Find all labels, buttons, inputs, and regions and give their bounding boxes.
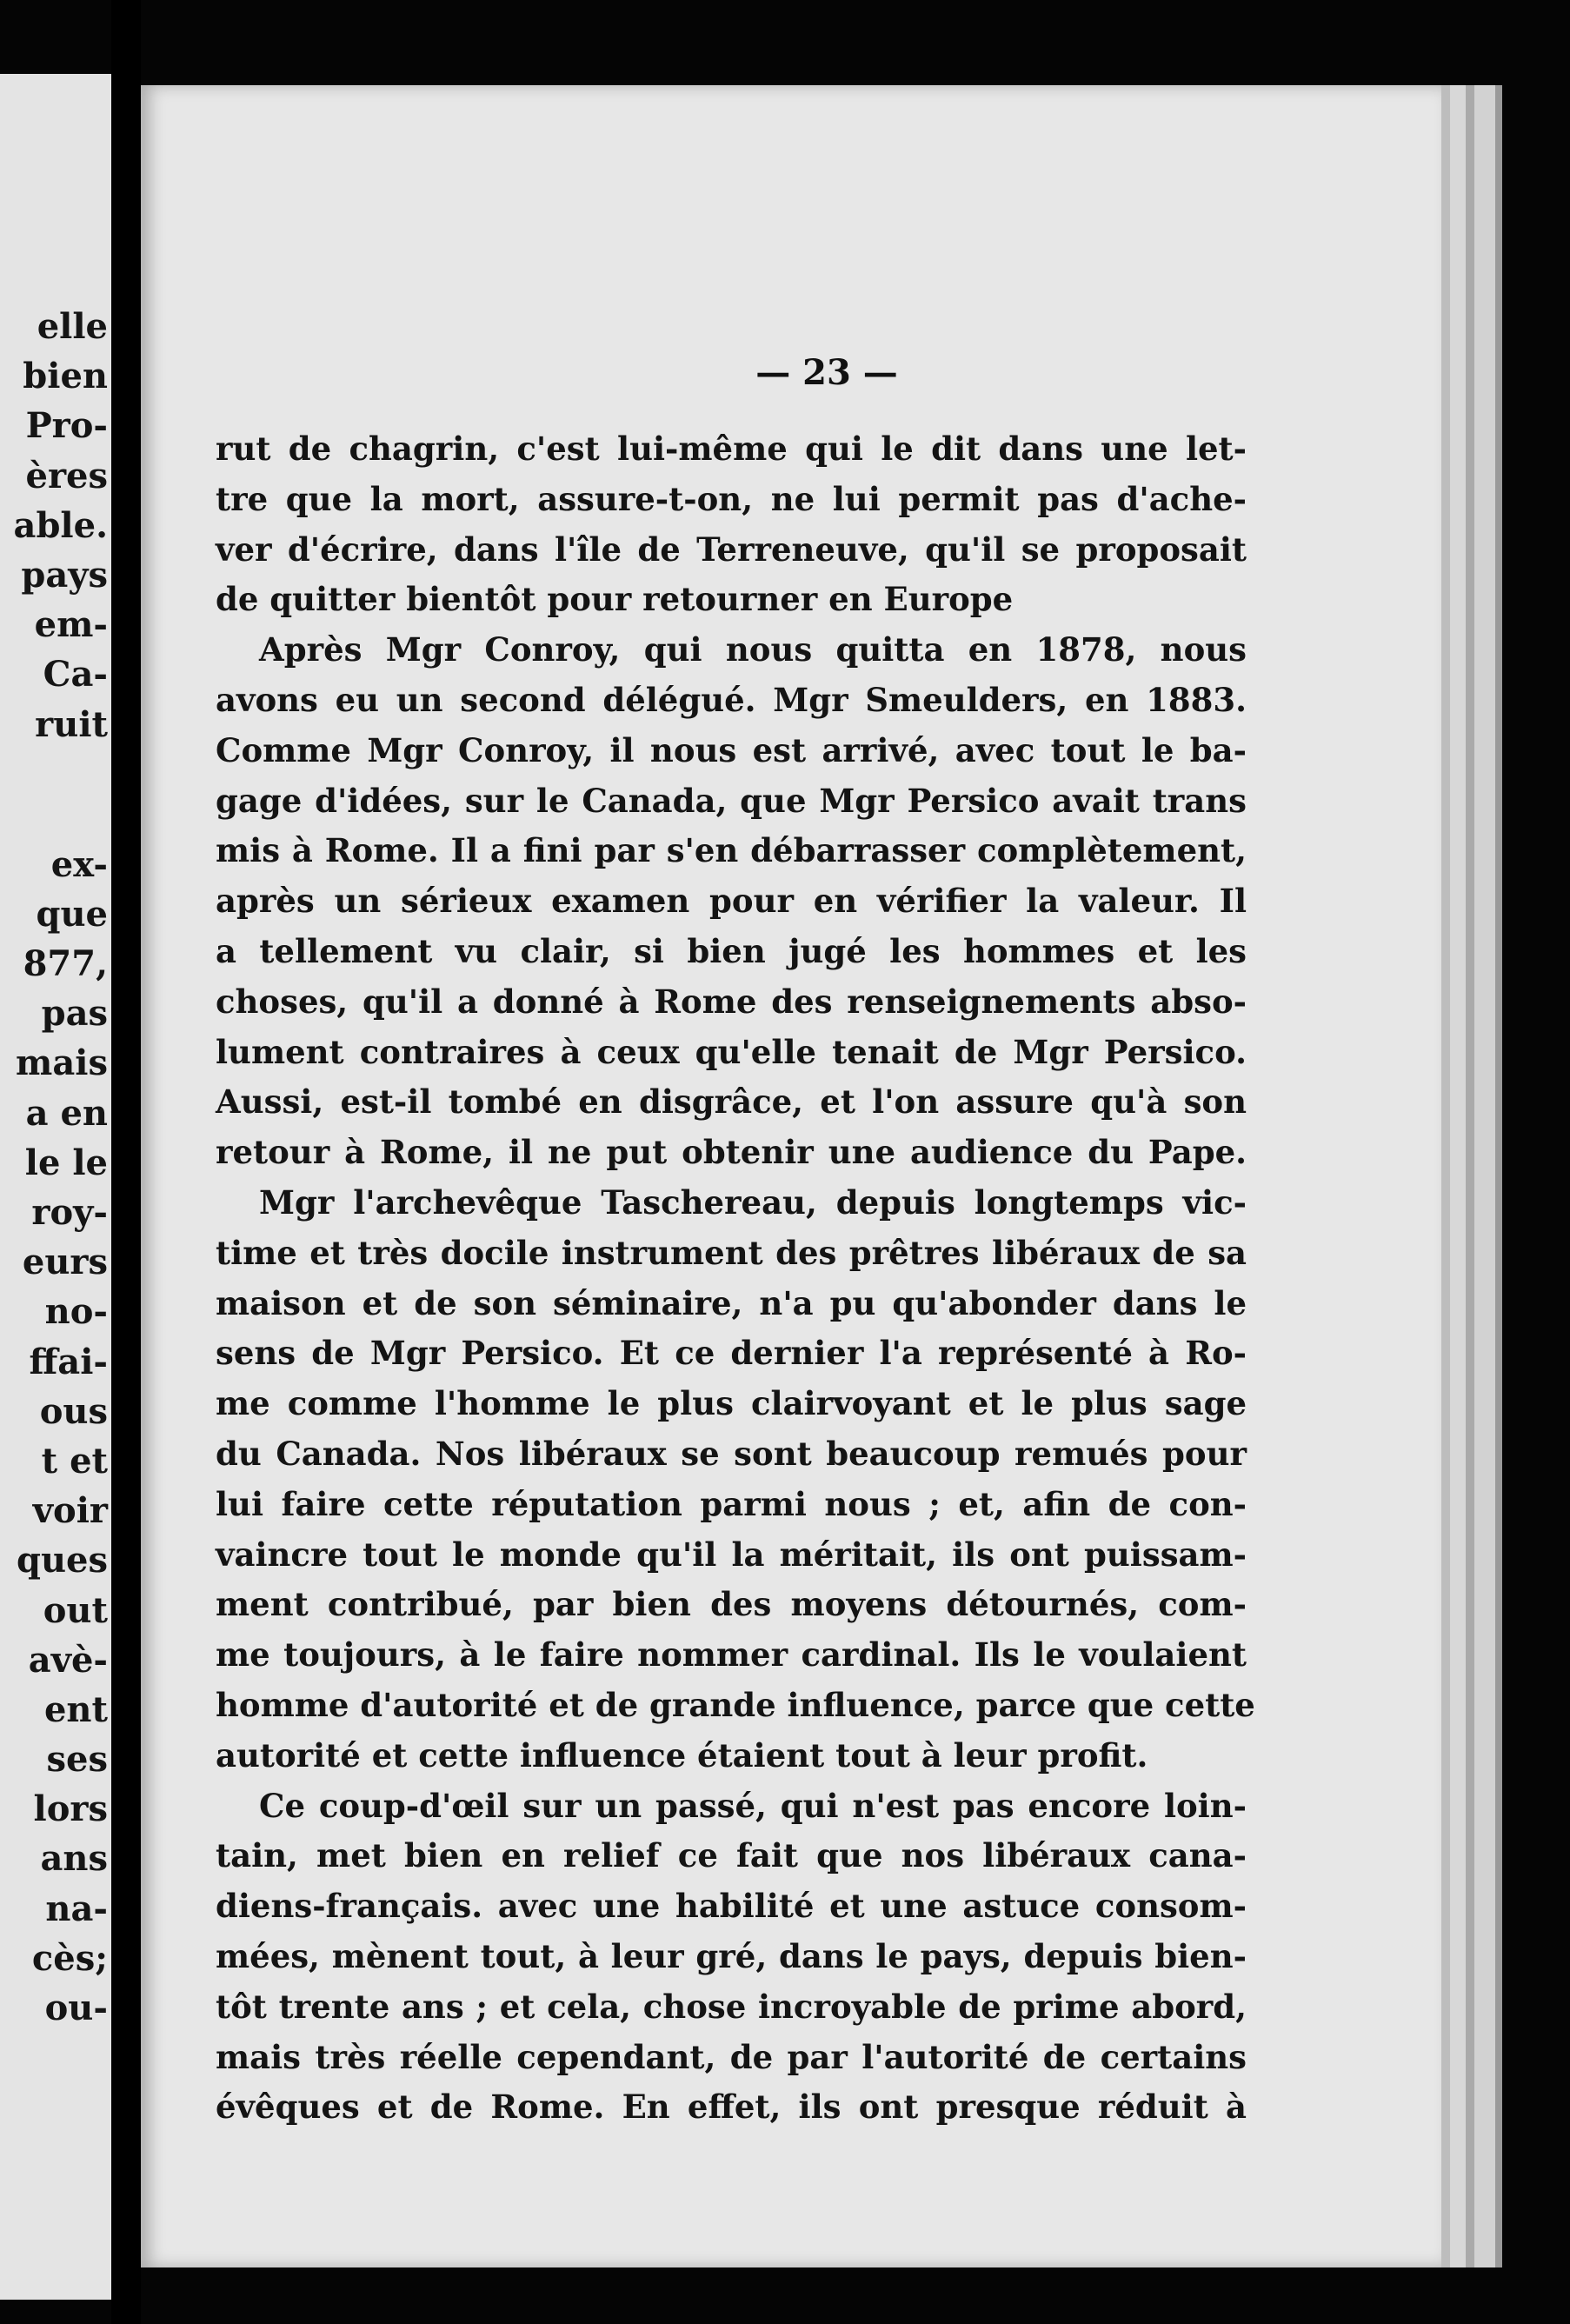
- page-edge-stack: [1450, 85, 1466, 2267]
- text-line: mis à Rome. Il a fini par s'en débarrasser complètement,: [216, 831, 1247, 870]
- text-line: homme d'autorité et de grande influence, parce que cette: [216, 1685, 1255, 1724]
- facing-page-line: Pro-: [25, 405, 108, 447]
- facing-page-line: ffai-: [29, 1341, 108, 1382]
- facing-page-line: able.: [13, 504, 108, 546]
- facing-page-line: t et: [41, 1440, 108, 1482]
- facing-page-line: [14, 749, 108, 840]
- facing-page-line: eurs: [22, 1242, 108, 1283]
- facing-page-line: cès;: [31, 1937, 108, 1979]
- facing-page-fragment: [0, 74, 111, 2300]
- text-line: évêques et de Rome. En effet, ils ont presque réduit à: [216, 2088, 1247, 2127]
- facing-page-line: ses: [46, 1739, 108, 1781]
- text-line: ment contribué, par bien des moyens détournés, com-: [216, 1585, 1247, 1624]
- facing-page-line: no-: [44, 1291, 108, 1333]
- text-line: retour à Rome, il ne put obtenir une audience du Pape.: [216, 1133, 1247, 1172]
- book-gutter: [111, 0, 141, 2324]
- facing-page-line: que: [36, 893, 108, 935]
- facing-page-line: bien: [23, 356, 108, 397]
- facing-page-line: le le: [24, 1142, 108, 1183]
- text-line: me toujours, à le faire nommer cardinal. Ils le voulaient: [216, 1635, 1247, 1675]
- facing-page-line: a en: [25, 1092, 108, 1134]
- text-line: avons eu un second délégué. Mgr Smeulders, en 1883.: [216, 680, 1247, 719]
- facing-page-line: ex-: [50, 843, 108, 885]
- facing-page-line: ères: [25, 455, 108, 496]
- page-edge-stack: [1466, 85, 1474, 2267]
- facing-page-line: ans: [40, 1838, 108, 1880]
- facing-page-line: out: [43, 1589, 108, 1631]
- text-line: tre que la mort, assure-t-on, ne lui permit pas d'ache-: [216, 479, 1247, 518]
- text-line: après un sérieux examen pour en vérifier la valeur. Il: [216, 882, 1247, 921]
- text-line: tôt trente ans ; et cela, chose incroyable de prime abord,: [216, 1987, 1247, 2026]
- text-line: tain, met bien en relief ce fait que nos libéraux cana-: [216, 1836, 1247, 1875]
- facing-page-line: na-: [45, 1888, 108, 1929]
- text-line: me comme l'homme le plus clairvoyant et le plus sage: [216, 1384, 1247, 1423]
- facing-page-line: ques: [16, 1540, 108, 1582]
- facing-page-line: avè-: [28, 1639, 108, 1681]
- text-line: mées, mènent tout, à leur gré, dans le pays, depuis bien-: [216, 1936, 1247, 1975]
- text-line: diens-français. avec une habilité et une astuce consom-: [216, 1887, 1247, 1926]
- text-line: lument contraires à ceux qu'elle tenait de Mgr Persico.: [216, 1032, 1247, 1071]
- text-line: maison et de son séminaire, n'a pu qu'abonder dans le: [216, 1283, 1247, 1322]
- text-line: ver d'écrire, dans l'île de Terreneuve, qu'il se proposait: [216, 529, 1247, 569]
- text-line: mais très réelle cependant, de par l'autorité de certains: [216, 2037, 1247, 2076]
- facing-page-line: ou-: [44, 1988, 108, 2028]
- facing-page-line: ruit: [35, 703, 108, 745]
- text-line: Comme Mgr Conroy, il nous est arrivé, avec tout le ba-: [216, 730, 1247, 769]
- facing-page-line: 877,: [23, 943, 108, 985]
- facing-page-line: pays: [21, 554, 108, 596]
- text-line: choses, qu'il a donné à Rome des renseignements abso-: [216, 982, 1247, 1021]
- facing-page-line: ous: [39, 1390, 108, 1432]
- page-edge-stack: [1495, 85, 1502, 2267]
- facing-page-line: elle: [37, 306, 108, 347]
- text-line: autorité et cette influence étaient tout à leur profit.: [216, 1735, 1148, 1775]
- facing-page-line-ends: [14, 302, 108, 2033]
- text-line: rut de chagrin, c'est lui-même qui le dit dans une let-: [216, 430, 1247, 468]
- text-line: lui faire cette réputation parmi nous ; et, afin de con-: [216, 1484, 1247, 1523]
- facing-page-line: mais: [16, 1042, 108, 1084]
- facing-page-line: voir: [32, 1490, 108, 1532]
- text-line: a tellement vu clair, si bien jugé les hommes et les: [216, 931, 1247, 970]
- text-line: vaincre tout le monde qu'il la méritait, ils ont puissam-: [216, 1535, 1247, 1574]
- page-text-body: [216, 424, 1255, 2133]
- facing-page-line: Ca-: [43, 654, 108, 696]
- page-edge-stack: [1441, 85, 1450, 2267]
- text-line: de quitter bientôt pour retourner en Europe: [216, 580, 1014, 619]
- book-page: [141, 85, 1441, 2267]
- text-line: Mgr l'archevêque Taschereau, depuis longtemps vic-: [259, 1182, 1247, 1222]
- facing-page-line: roy-: [31, 1192, 108, 1233]
- facing-page-line: lors: [33, 1788, 108, 1830]
- page-edge-stack: [1474, 85, 1495, 2267]
- facing-page-line: ent: [43, 1688, 108, 1730]
- text-line: Ce coup-d'œil sur un passé, qui n'est pas encore loin-: [259, 1786, 1247, 1825]
- text-line: time et très docile instrument des prêtres libéraux de sa: [216, 1233, 1247, 1272]
- facing-page-line: em-: [34, 604, 108, 646]
- text-line: du Canada. Nos libéraux se sont beaucoup remués pour: [216, 1434, 1247, 1473]
- text-line: sens de Mgr Persico. Et ce dernier l'a représenté à Ro-: [216, 1334, 1247, 1373]
- page-number-text: — 23 —: [755, 352, 898, 393]
- text-line: gage d'idées, sur le Canada, que Mgr Persico avait trans: [216, 781, 1247, 820]
- text-line: Aussi, est-il tombé en disgrâce, et l'on assure qu'à son: [216, 1082, 1247, 1122]
- facing-page-line: pas: [41, 993, 108, 1035]
- page-number: [141, 352, 1441, 393]
- text-line: Après Mgr Conroy, qui nous quitta en 1878, nous: [259, 630, 1247, 669]
